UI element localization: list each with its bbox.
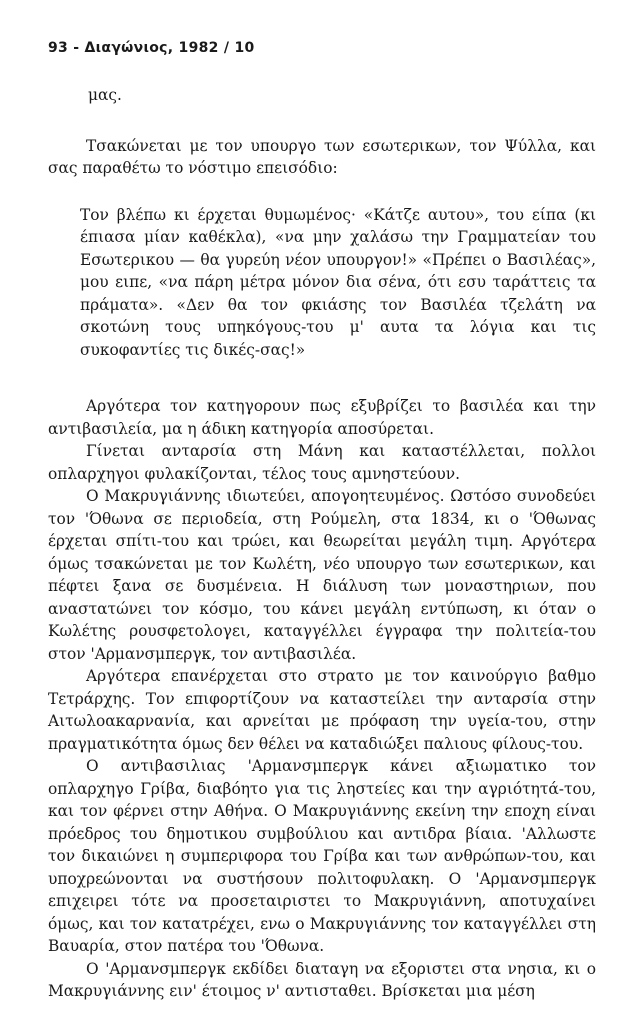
paragraph-continuation: μας. [88, 86, 122, 104]
paragraph: Αργότερα τον κατηγορουν πως εξυβρίζει το βασιλέα και την αντιβασιλεία, μα η άδικη κατηγορία αποσύρεται. [48, 397, 596, 438]
paragraph: Αργότερα επανέρχεται στο στρατο με τον καινούργιο βαθμο Τετράρχης. Τον επιφορτίζουν να καταστείλει την ανταρσία στην Αιτωλοακαρνανία, και αρνείται με πρόφαση την υγεία-του, στην πραγματικότητα όμως δεν θέλει να καταδιώξει παλιους φίλους-του. [48, 667, 596, 753]
paragraph: Ο αντιβασιλιας 'Αρμανσμπεργκ κάνει αξιωματικο τον οπλαρχηγο Γρίβα, διαβόητο για τις ληστείες και την αγριότητά-του, και τον φέρνει στην Αθήνα. Ο Μακρυγιάννης εκείνη την εποχη είναι πρόεδρος του δημοτικου συμβούλιου και αντιδρα βίαια. 'Αλλωστε τον δικαιώνει η συμπεριφορα του Γρίβα και των ανθρώπων-του, και υποχρεώνονται να συστήσουν πολιτοφυλακη. Ο 'Αρμανσμπεργκ επιχειρει τότε να προσεταιριστει το Μακρυγιάννη, αποτυχαίνει όμως, και τον κατατρέχει, ενω ο Μακρυγιάννης τον καταγγέλλει στη Βαυαρία, στον πατέρα του 'Όθωνα. [48, 757, 596, 955]
paragraph: Γίνεται ανταρσία στη Μάνη και καταστέλλεται, πολλοι οπλαρχηγοι φυλακίζονται, τέλος τους αμνηστεύουν. [48, 442, 596, 483]
paragraph: Ο Μακρυγιάννης ιδιωτεύει, απογοητευμένος. Ωστόσο συνοδεύει τον 'Όθωνα σε περιοδεία, στη Ρούμελη, στα 1834, κι ο 'Όθωνας έρχεται σπίτι-του και τρώει, και θεωρείται μεγάλη τιμη. Αργότερα όμως τσακώνεται με τον Κωλέτη, νέο υπουργο των εσωτερικων, και πέφτει ξανα σε δυσμένεια. Η διάλυση των μοναστηριων, που αναστατώνει τον κόσμο, του κάνει μεγάλη εντύπωση, κι όταν ο Κωλέτης ρουσφετολογει, καταγγέλλει έγγραφα την πολιτεία-του στον 'Αρμανσμπεργκ, τον αντιβασιλέα. [48, 487, 596, 663]
block-quote: Τον βλέπω κι έρχεται θυμωμένος· «Κάτζε αυτου», του είπα (κι έπιασα μίαν καθέκλα), «να μην χαλάσω την Γραμματείαν του Εσωτερικου — θα γυρεύη νέον υπουργον!» «Πρέπει ο Βασιλέας», μου ειπε, «να πάρη μέτρα μόνον δια σένα, ότι εσυ ταράττεις τα πράματα». «Δεν θα τον φκιάσης τον Βασιλέα τζελάτη να σκοτώνη τους υπηκόγους-του μ' αυτα τα λόγια και τις συκοφαντίες τις δικές-σας!» [80, 205, 596, 359]
paragraph: Ο 'Αρμανσμπεργκ εκδίδει διαταγη να εξοριστει στα νησια, κι ο Μακρυγιάννης ειν' έτοιμος ν' αντισταθει. Βρίσκεται μια μέση [48, 959, 596, 1000]
page-header: 93 - Διαγώνιος, 1982 / 10 [48, 40, 255, 56]
paragraph-intro: Τσακώνεται με τον υπουργο των εσωτερικων, τον Ψύλλα, και σας παραθέτω το νόστιμο επεισόδιο: [48, 136, 596, 177]
document-page [48, 40, 596, 1003]
